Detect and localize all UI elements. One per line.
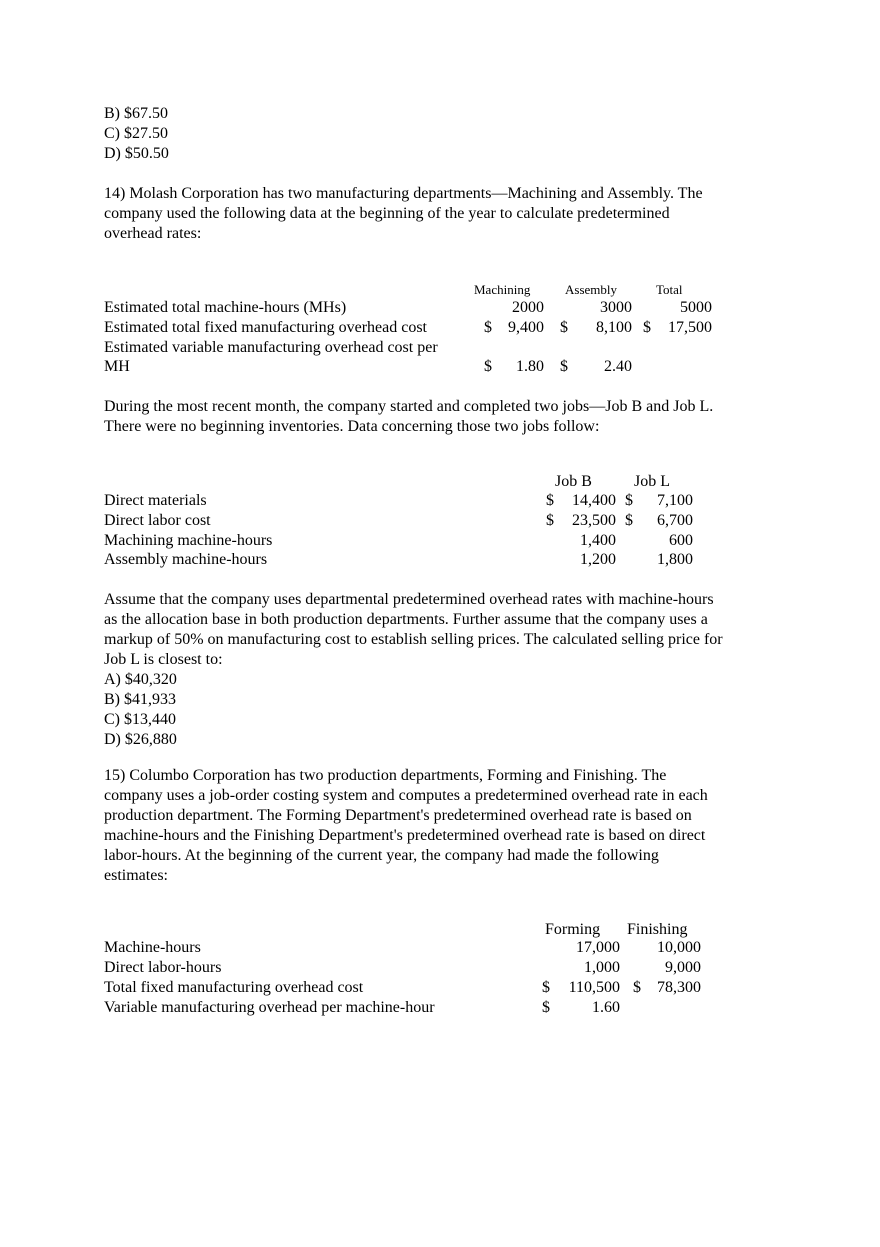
dollar-sign: $ (560, 319, 568, 336)
cell-value: 1,800 (657, 551, 693, 568)
col-header-job-l: Job L (634, 473, 670, 490)
row-label: Direct labor-hours (104, 959, 222, 976)
col-header-machining: Machining (474, 282, 531, 297)
dollar-sign: $ (484, 319, 492, 336)
q15-intro-line: machine-hours and the Finishing Department's predetermined overhead rate is based on direct (104, 827, 706, 844)
cell-value: 5000 (680, 299, 712, 316)
col-header-total: Total (656, 282, 683, 297)
dollar-sign: $ (542, 999, 550, 1016)
row-label: Total fixed manufacturing overhead cost (104, 979, 364, 996)
option-b: B) $41,933 (104, 691, 176, 708)
q14-intro-line: overhead rates: (104, 225, 202, 242)
q14-intro (104, 184, 784, 244)
q15-intro-line: 15) Columbo Corporation has two production departments, Forming and Finishing. The (104, 767, 667, 784)
option-d: D) $26,880 (104, 731, 177, 748)
col-header-forming: Forming (545, 921, 601, 938)
q14-intro-line: company used the following data at the beginning of the year to calculate predetermined (104, 205, 670, 222)
cell-value: 23,500 (572, 512, 616, 529)
cell-value: 3000 (600, 299, 632, 316)
cell-value: 1.80 (516, 358, 544, 375)
col-header-finishing: Finishing (627, 921, 688, 938)
cell-value: 78,300 (657, 979, 701, 996)
q14-jobs-intro (104, 397, 784, 437)
row-label: Estimated variable manufacturing overhead cost per (104, 339, 438, 356)
dollar-sign: $ (633, 979, 641, 996)
cell-value: 8,100 (596, 319, 632, 336)
option-a: A) $40,320 (104, 671, 177, 688)
q15-intro-line: labor-hours. At the beginning of the current year, the company had made the following (104, 847, 659, 864)
cell-value: 10,000 (657, 939, 701, 956)
cell-value: 2.40 (604, 358, 632, 375)
row-label: Estimated total fixed manufacturing overhead cost (104, 319, 427, 336)
dollar-sign: $ (484, 358, 492, 375)
q14-question-line: markup of 50% on manufacturing cost to establish selling prices. The calculated selling price for (104, 631, 723, 648)
col-header-job-b: Job B (555, 473, 592, 490)
q14-text-line: During the most recent month, the company started and completed two jobs—Job B and Job L. (104, 398, 714, 415)
q14-intro-line: 14) Molash Corporation has two manufacturing departments—Machining and Assembly. The (104, 185, 703, 202)
row-label: Assembly machine-hours (104, 551, 268, 568)
dollar-sign: $ (560, 358, 568, 375)
row-label: Variable manufacturing overhead per machine-hour (104, 999, 435, 1016)
dollar-sign: $ (542, 979, 550, 996)
q14-question-line: Job L is closest to: (104, 651, 223, 668)
q15-intro-line: estimates: (104, 867, 168, 884)
q14-question (104, 590, 784, 750)
row-label: Machining machine-hours (104, 532, 273, 549)
q13-options (104, 104, 784, 164)
q14-question-line: Assume that the company uses departmental predetermined overhead rates with machine-hours (104, 591, 714, 608)
row-label: Estimated total machine-hours (MHs) (104, 299, 347, 316)
cell-value: 1,400 (580, 532, 616, 549)
option-c: C) $27.50 (104, 125, 168, 142)
option-d: D) $50.50 (104, 145, 169, 162)
dollar-sign: $ (546, 492, 554, 509)
dollar-sign: $ (546, 512, 554, 529)
q14-question-line: as the allocation base in both production departments. Further assume that the company uses a (104, 611, 708, 628)
q15-intro (104, 766, 784, 886)
option-b: B) $67.50 (104, 105, 168, 122)
cell-value: 14,400 (572, 492, 616, 509)
row-label: Direct materials (104, 492, 207, 509)
cell-value: 7,100 (657, 492, 693, 509)
cell-value: 110,500 (568, 979, 620, 996)
option-c: C) $13,440 (104, 711, 176, 728)
q15-intro-line: company uses a job-order costing system and computes a predetermined overhead rate in each (104, 787, 708, 804)
cell-value: 6,700 (657, 512, 693, 529)
dollar-sign: $ (625, 492, 633, 509)
cell-value: 600 (669, 532, 693, 549)
cell-value: 17,000 (576, 939, 620, 956)
row-label: Direct labor cost (104, 512, 211, 529)
dollar-sign: $ (643, 319, 651, 336)
q15-intro-line: production department. The Forming Department's predetermined overhead rate is based on (104, 807, 692, 824)
cell-value: 1.60 (592, 999, 620, 1016)
row-label: MH (104, 358, 130, 375)
cell-value: 9,000 (665, 959, 701, 976)
q14-text-line: There were no beginning inventories. Data concerning those two jobs follow: (104, 418, 600, 435)
cell-value: 9,400 (508, 319, 544, 336)
cell-value: 2000 (512, 299, 544, 316)
row-label: Machine-hours (104, 939, 201, 956)
cell-value: 1,000 (584, 959, 620, 976)
cell-value: 17,500 (668, 319, 712, 336)
dollar-sign: $ (625, 512, 633, 529)
col-header-assembly: Assembly (565, 282, 617, 297)
cell-value: 1,200 (580, 551, 616, 568)
